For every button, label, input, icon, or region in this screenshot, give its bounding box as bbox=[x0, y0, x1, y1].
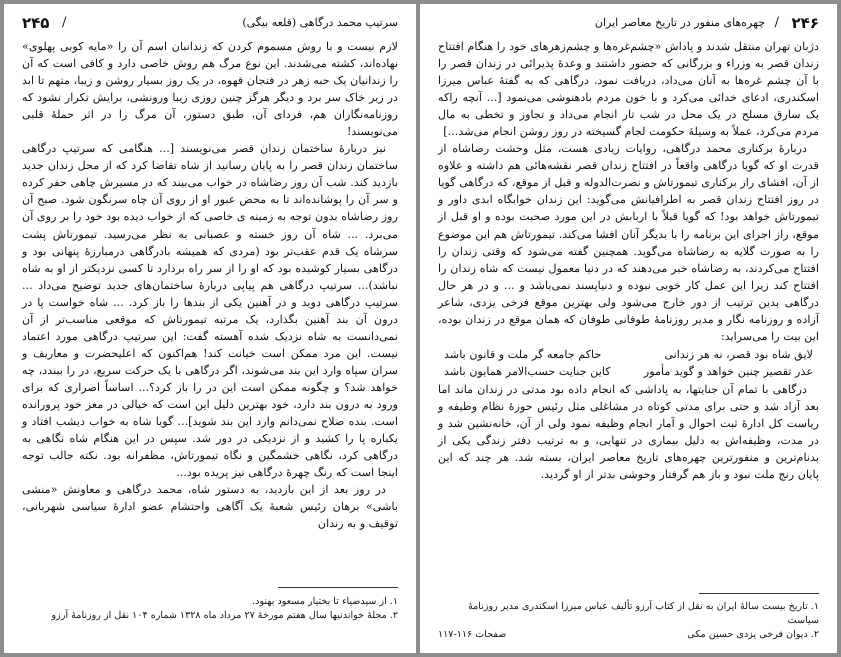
footnote-pages: صفحات ۱۱۶-۱۱۷ bbox=[438, 629, 507, 640]
hemistich: عذر تقصیر چنین خواهد و گوید مأمور bbox=[643, 364, 813, 378]
footnote: ۲. مجلهٔ خواندنیها سال هفتم مورخهٔ ۲۷ مرداد ماه ۱۳۲۸ شماره ۱۰۴ نقل از روزنامهٔ آرزو bbox=[51, 610, 398, 621]
header-divider: / bbox=[774, 15, 779, 30]
hemistich: کاین جنایت حسب‌الامر همایون باشد bbox=[444, 364, 611, 378]
paragraph: دژبان تهران منتقل شدند و پاداش «چشم‌غره‌ها و چشم‌زهرهای خود را هنگام افتتاح زندان قصر به وزراء و بزرگانی که حضور داشتند و وعدهٔ پذیرائی در زندان قصر را با آن چشم غره‌ها به آنان می‌داد، دریافت نمود. درگاهی که به گفتهٔ عباس میرزا اسکندری، ادعای خدائی می‌کرد و با خون مردم بادهنوشی می‌نمود [... آنچه راکه یک سارق مسلح در یک محل در شب تار انجام می‌داد و تجاوز و تخطی به مال مردم می‌کرد، عملاً به وسیلهٔ حکومت لجام گسیخته در روز روشن انجام می‌شد...] bbox=[438, 40, 819, 139]
paragraph: درگاهی با تمام آن جنایتها، به پاداشی که انجام داده بود مدتی در زندان ماند اما بعد آزاد شد و حتی برای مدتی کوتاه در مشاغلی مثل رئیس حوزهٔ نظام وظیفه و ریاست کل ادارهٔ ثبت احوال و آمار انجام وظیفه نمود ولی از آن، خانه‌نشین شد و در مدت، وظیفه‌اش به دلیل بیماری در تنهایی، و به ترتیب دفتر زندگی یکی از بدنام‌ترین و منفورترین چهره‌های تاریخ معاصر ایران، بسته شد. هر چند که این پایان رنج ملت نبود و باز هم گرفتار وحوشی بدتر از او گردید. bbox=[438, 382, 819, 482]
paragraph: نیز دربارهٔ ساختمان زندان قصر می‌نویسند [... هنگامی که سرتیپ درگاهی ساختمان زندان قصر را به پایان رسانید از شاه تقاضا کرد که از محل زندان جدید بازدید کند. شب آن روز رضاشاه در خواب می‌بیند که در مسیرش چاهی حفر کرده و سر آن را پوشانده‌اند تا به محض عبور او از روی آن چاه سرنگون شود. صبح آن روز رضاشاه بدون توجه به زمینه ی خاصی که از خواب دیده بود خود را بر روی آن می‌برد. ... شاه آن روز خسته و عصبانی به نظر می‌رسید. تیمورتاش پشت سرشاه یک قدم عقب‌تر بود (مردی که همیشه بادرگاهی درمبارزهٔ پنهانی بود و درگاهی بسیار کوشیده بود که او را از سر راه بردارد تا کسی نزدیکتر از او به شاه نباشد)... سرتیپ درگاهی هم پیاپی دربارهٔ ساختمان‌های جدید توضیح می‌داد ... سرتیپ درگاهی دوید و در آهنین یکی از بندها را باز کرد. ... شاه خواست پا در درون آن بند آهنین بگذارد، یک مرتبه تیمورتاش که موقعی مناسب‌تر از آن نمی‌دانست به شاه نزدیک شده آهسته گفت: این سرتیپ درگاهی مورد اعتماد نیست. این مرد ممکن است خیانت کند! هم‌اکنون که اعلیحضرت و معاریف و سران سپاه وارد این بند می‌شوند، اگر درگاهی با یک حرکت سریع، در را ببندد، چه خواهد شد؟ و چگونه ممکن است این در را باز کرد؟... اساساً اصراری که برای ورود به درون بند دارد، خود بهترین دلیل این است که خیالی در مغز خود پرورانده است. بنده صلاح نمی‌دانم وارد این بند شوید]... گویا شاه به خواب دیشب افتاد و یکباره پا را کشید و از نزدیکی در دور شد. سپس در این هنگام شاه نگاهی به درگاهی کرد، نگاهی خشمگین و نگاه تیمورتاش، مظفرانه بود. نکته جالب توجه اینجا است که رنگ چهرهٔ درگاهی نیز پریده بود... bbox=[22, 142, 398, 480]
poem bbox=[438, 346, 819, 380]
footnote-line bbox=[438, 628, 819, 642]
hemistich: لایق شاه بود قصر، نه هر زندانی bbox=[664, 347, 813, 361]
left-page bbox=[4, 4, 416, 653]
page-number: ۲۴۶ bbox=[791, 14, 819, 32]
paragraph: در روز بعد از این بازدید، به دستور شاه، محمد درگاهی و معاونش «منشی باشی» برهان رئیس شعبهٔ یک آگاهی واحتشام عضو ادارهٔ سیاسی شهربانی، توقیف و به زندان bbox=[22, 483, 398, 531]
hemistich: حاکم جامعه گر ملت و قانون باشد bbox=[444, 347, 602, 361]
header-divider: / bbox=[62, 15, 67, 30]
running-title: سرتیپ محمد درگاهی (قلعه بیگی) bbox=[242, 16, 398, 29]
right-page-header bbox=[438, 14, 819, 34]
right-page-body bbox=[438, 38, 819, 483]
paragraph: دربارهٔ برکناری محمد درگاهی، روایات زیادی هست، مثل وحشت رضاشاه از قدرت او که گویا درگاهی واقعاً در افتتاح زندان قصر نقشه‌هائی هم داشته و علاوه از آن، افشای راز برکناری تیمورتاش و نصرت‌الدوله و قبل از موقع، که درگاهی گویا در روز افتتاح زندان قصر به اطرافیانش می‌گوید: این زندان خوابگاه ابدی داور و تیمورتاش خواهد بود! که گویا قبلاً با اربابش در این مورد صحبت بوده و او قبل از موقع، راز اجرای این برنامه را با بدیگر آنان افشا می‌کند. تیمورتاش هم این موضوع را به صورت گلایه به رضاشاه می‌گوید. همچنین گفته می‌شود که وقتی زندان را افتتاح می‌کردند، به رضاشاه خبر می‌دهند که در دنیا معمول نیست که شاه زندان را افتتاح کند زیرا این عمل کار خوبی نبوده و دنیاپسند نمی‌باشد و ... و در هر حال درگاهی بدین ترتیب از دور خارج می‌شود ولی بهترین موقع فرخی یزدی، شاعر آزاده و روزنامه نگار و مدیر روزنامهٔ طوفانی طوفان که همان موقع در زندان بوده، این بیت را می‌سراید: bbox=[438, 142, 819, 343]
running-title: چهره‌های منفور در تاریخ معاصر ایران bbox=[594, 16, 765, 29]
poem-verse bbox=[438, 363, 819, 380]
poem-verse bbox=[438, 346, 819, 363]
left-page-body bbox=[22, 38, 398, 532]
left-footnotes bbox=[22, 595, 398, 623]
paragraph: لازم نیست و با روش مسموم کردن که زندانبان اسم آن را «مایه کوبی پهلوی» نهاده‌اند، کشته می‌شدند. این نوع مرگ هم روش خاصی دارد و کافی است که آن را زندانیان یک حبه زهر در فنجان قهوه، در یک روز بسیار روشن و زیبا، متهم تا ابد در زیر خاک سر برد و دیگر هرگز چنین روزی زیبا ورونشی، برایش تکرار نشود که روزنامه‌نگاران هم، فردای آن، طبق دستور، آن مرگ را در اثر حملهٔ قلبی می‌نویسند! bbox=[22, 40, 398, 139]
footnote-separator bbox=[278, 587, 398, 588]
footnote-separator bbox=[699, 593, 819, 594]
right-page bbox=[420, 4, 837, 653]
footnote: ۲. دیوان فرخی یزدی حسین مکی bbox=[687, 629, 819, 640]
footnote: ۱. تاریخ بیست سالهٔ ایران به نقل از کتاب آرزو تألیف عباس میرزا اسکندری مدیر روزنامهٔ سیاست bbox=[467, 601, 819, 626]
right-footnotes bbox=[438, 600, 819, 642]
left-page-header bbox=[22, 14, 398, 34]
footnote: ۱. از سیدضیاء تا بختیار مسعود بهنود. bbox=[252, 596, 398, 607]
page-number: ۲۴۵ bbox=[22, 14, 50, 32]
